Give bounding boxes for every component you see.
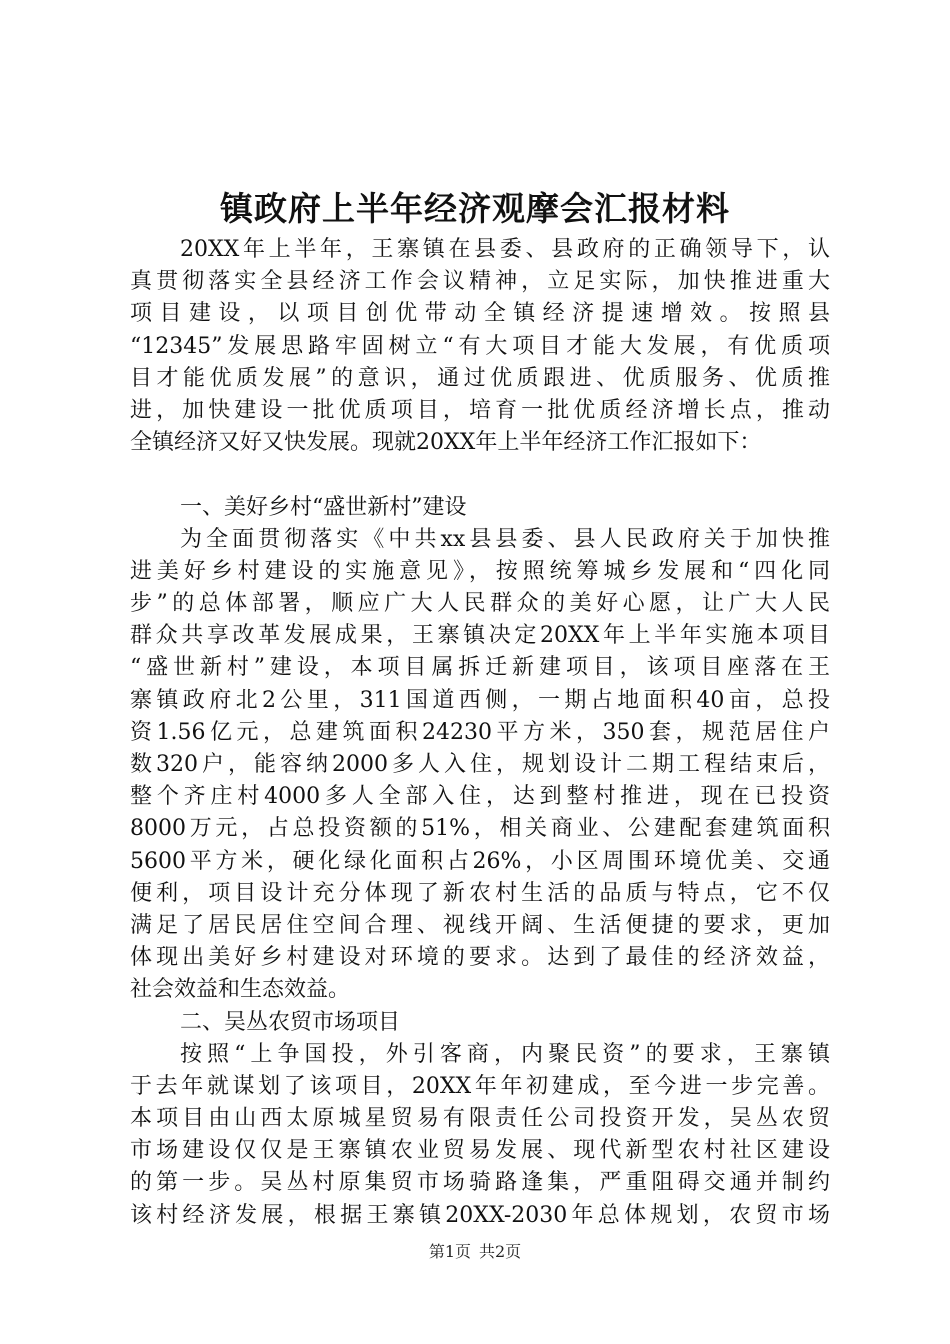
page-footer <box>0 1241 950 1263</box>
body-line: 资1.56亿元，总建筑面积24230平方米，350套，规范居住户 <box>130 719 830 745</box>
body-line: 进，加快建设一批优质项目，培育一批优质经济增长点，推动 <box>130 397 830 423</box>
document-title: 镇政府上半年经济观摩会汇报材料 <box>220 189 730 228</box>
body-line: 体现出美好乡村建设对环境的要求。达到了最佳的经济效益， <box>130 945 830 971</box>
body-line: 按照“上争国投，外引客商，内聚民资”的要求，王寨镇 <box>180 1041 830 1067</box>
body-line: 群众共享改革发展成果，王寨镇决定20XX年上半年实施本项目 <box>130 623 830 649</box>
body-line: 项目建设，以项目创优带动全镇经济提速增效。按照县 <box>130 301 830 327</box>
section-heading: 一、美好乡村“盛世新村”建设 <box>180 494 467 520</box>
body-line: 进美好乡村建设的实施意见》，按照统筹城乡发展和“四化同 <box>130 558 830 584</box>
body-line: 的第一步。吴丛村原集贸市场骑路逢集，严重阻碍交通并制约 <box>130 1170 830 1196</box>
section-heading: 二、吴丛农贸市场项目 <box>180 1009 401 1035</box>
body-line: 本项目由山西太原城星贸易有限责任公司投资开发，吴丛农贸 <box>130 1106 830 1132</box>
body-line: 整个齐庄村4000多人全部入住，达到整村推进，现在已投资 <box>130 784 830 810</box>
body-line: 便利，项目设计充分体现了新农村生活的品质与特点，它不仅 <box>130 880 830 906</box>
body-line: 数320户，能容纳2000多人入住，规划设计二期工程结束后， <box>130 752 830 777</box>
body-line: 寨镇政府北2公里，311国道西侧，一期占地面积40亩，总投 <box>130 687 830 713</box>
document-body <box>130 234 830 1232</box>
blank-line <box>130 459 830 491</box>
body-line: 全镇经济又好又快发展。现就20XX年上半年经济工作汇报如下： <box>130 430 762 456</box>
body-line: 于去年就谋划了该项目，20XX年年初建成，至今进一步完善。 <box>130 1073 830 1099</box>
body-line: 社会效益和生态效益。 <box>130 977 351 1003</box>
body-line: 5600平方米，硬化绿化面积占26%，小区周围环境优美、交通 <box>130 848 830 874</box>
body-line: 8000万元，占总投资额的51%，相关商业、公建配套建筑面积 <box>130 816 830 842</box>
body-line: 真贯彻落实全县经济工作会议精神，立足实际，加快推进重大 <box>130 269 830 295</box>
body-line: 市场建设仅仅是王寨镇农业贸易发展、现代新型农村社区建设 <box>130 1138 830 1164</box>
body-line: 20XX年上半年，王寨镇在县委、县政府的正确领导下，认 <box>180 237 830 262</box>
page-number: 第1页 <box>428 1242 471 1261</box>
body-line: 为全面贯彻落实《中共xx县县委、县人民政府关于加快推 <box>180 526 830 552</box>
body-line: 步”的总体部署，顺应广大人民群众的美好心愿，让广大人民 <box>130 591 830 617</box>
page-total: 共2页 <box>479 1242 522 1261</box>
body-line: “12345”发展思路牢固树立“有大项目才能大发展，有优质项 <box>130 333 830 359</box>
body-line: “盛世新村”建设，本项目属拆迁新建项目，该项目座落在王 <box>130 655 830 681</box>
body-line: 目才能优质发展”的意识，通过优质跟进、优质服务、优质推 <box>130 365 830 391</box>
body-line: 该村经济发展，根据王寨镇20XX-2030年总体规划，农贸市场 <box>130 1202 830 1228</box>
body-line: 满足了居民居住空间合理、视线开阔、生活便捷的要求，更加 <box>130 912 830 938</box>
